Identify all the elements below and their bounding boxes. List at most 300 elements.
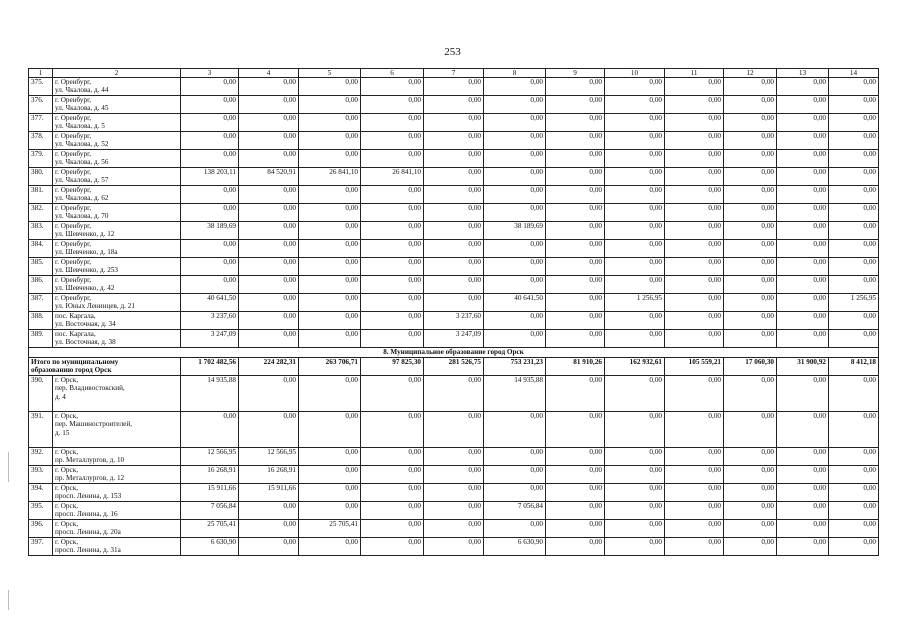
- value-cell: 0,00: [829, 78, 879, 96]
- value-cell: 0,00: [424, 502, 484, 520]
- value-cell: 0,00: [777, 466, 829, 484]
- address-line: г. Оренбург,: [55, 240, 92, 249]
- value-cell: 0,00: [829, 312, 879, 330]
- scan-edge-mark: [8, 452, 9, 482]
- value-cell: 38 189,69: [181, 222, 239, 240]
- total-value: 17 060,30: [724, 358, 777, 376]
- row-number: 388.: [29, 312, 53, 330]
- address-line: ул. Чкалова, д. 56: [55, 158, 109, 167]
- address-cell: [53, 330, 181, 348]
- address-line: ул. Чкалова, д. 57: [55, 176, 109, 185]
- value-cell: 0,00: [424, 114, 484, 132]
- value-cell: 0,00: [724, 412, 777, 448]
- value-cell: 0,00: [484, 96, 546, 114]
- value-cell: 0,00: [665, 466, 724, 484]
- row-number: 381.: [29, 186, 53, 204]
- column-header: 13: [777, 69, 829, 78]
- total-value: 97 825,30: [361, 358, 424, 376]
- total-value: 281 526,75: [424, 358, 484, 376]
- value-cell: 0,00: [424, 276, 484, 294]
- value-cell: 0,00: [361, 186, 424, 204]
- row-number: 386.: [29, 276, 53, 294]
- value-cell: 0,00: [829, 132, 879, 150]
- value-cell: 0,00: [665, 258, 724, 276]
- value-cell: 3 237,60: [424, 312, 484, 330]
- value-cell: 0,00: [605, 412, 665, 448]
- value-cell: 0,00: [239, 132, 299, 150]
- total-value: 162 932,61: [605, 358, 665, 376]
- value-cell: 0,00: [361, 484, 424, 502]
- value-cell: 0,00: [546, 466, 605, 484]
- value-cell: 16 268,91: [181, 466, 239, 484]
- value-cell: 0,00: [777, 330, 829, 348]
- value-cell: 0,00: [829, 484, 879, 502]
- address-line: ул. Чкалова, д. 5: [55, 122, 105, 131]
- value-cell: 0,00: [724, 466, 777, 484]
- value-cell: 0,00: [724, 330, 777, 348]
- value-cell: 0,00: [424, 538, 484, 556]
- address-line: ул. Шевченко, д. 42: [55, 284, 115, 293]
- row-number: 392.: [29, 448, 53, 466]
- value-cell: 0,00: [665, 204, 724, 222]
- value-cell: 0,00: [546, 96, 605, 114]
- total-label: [29, 358, 181, 376]
- value-cell: 0,00: [777, 78, 829, 96]
- address-cell: [53, 132, 181, 150]
- value-cell: 0,00: [361, 132, 424, 150]
- value-cell: 0,00: [546, 376, 605, 412]
- value-cell: 0,00: [546, 186, 605, 204]
- address-line: ул. Чкалова, д. 70: [55, 212, 109, 221]
- value-cell: 12 566,95: [239, 448, 299, 466]
- table-row: [29, 78, 879, 96]
- value-cell: 0,00: [605, 114, 665, 132]
- column-header-row: [29, 69, 879, 78]
- value-cell: 0,00: [299, 240, 361, 258]
- address-line: г. Оренбург,: [55, 168, 92, 177]
- address-line: г. Оренбург,: [55, 276, 92, 285]
- table-row: [29, 294, 879, 312]
- address-cell: [53, 538, 181, 556]
- value-cell: 3 237,60: [181, 312, 239, 330]
- scan-edge-mark: [8, 590, 9, 610]
- address-cell: [53, 204, 181, 222]
- value-cell: 1 256,95: [829, 294, 879, 312]
- value-cell: 0,00: [299, 78, 361, 96]
- value-cell: 0,00: [724, 186, 777, 204]
- value-cell: 12 566,95: [181, 448, 239, 466]
- value-cell: 0,00: [605, 520, 665, 538]
- value-cell: 0,00: [299, 222, 361, 240]
- value-cell: 0,00: [605, 502, 665, 520]
- data-table: [28, 68, 879, 556]
- value-cell: 0,00: [181, 78, 239, 96]
- value-cell: 0,00: [724, 240, 777, 258]
- value-cell: 0,00: [829, 150, 879, 168]
- value-cell: 0,00: [484, 466, 546, 484]
- address-line: д. 4: [55, 392, 66, 401]
- value-cell: 0,00: [299, 484, 361, 502]
- value-cell: 0,00: [484, 520, 546, 538]
- value-cell: 0,00: [829, 376, 879, 412]
- value-cell: 0,00: [181, 186, 239, 204]
- address-line: г. Оренбург,: [55, 204, 92, 213]
- value-cell: 0,00: [239, 114, 299, 132]
- value-cell: 0,00: [299, 448, 361, 466]
- row-number: 385.: [29, 258, 53, 276]
- value-cell: 0,00: [665, 520, 724, 538]
- address-line: пос. Каргала,: [55, 312, 96, 321]
- value-cell: 0,00: [605, 168, 665, 186]
- value-cell: 0,00: [361, 412, 424, 448]
- value-cell: 0,00: [605, 96, 665, 114]
- total-value: 753 231,23: [484, 358, 546, 376]
- value-cell: 0,00: [361, 150, 424, 168]
- value-cell: 0,00: [829, 538, 879, 556]
- total-value: 8 412,18: [829, 358, 879, 376]
- address-cell: [53, 240, 181, 258]
- value-cell: 15 911,66: [181, 484, 239, 502]
- value-cell: 0,00: [361, 312, 424, 330]
- address-line: ул. Шевченко, д. 12: [55, 230, 115, 239]
- column-header: 4: [239, 69, 299, 78]
- value-cell: 0,00: [299, 96, 361, 114]
- value-cell: 0,00: [361, 448, 424, 466]
- value-cell: 0,00: [777, 520, 829, 538]
- value-cell: 0,00: [605, 186, 665, 204]
- value-cell: 0,00: [361, 222, 424, 240]
- address-cell: [53, 258, 181, 276]
- value-cell: 0,00: [239, 520, 299, 538]
- value-cell: 0,00: [239, 294, 299, 312]
- address-line: г. Оренбург,: [55, 186, 92, 195]
- value-cell: 0,00: [181, 204, 239, 222]
- value-cell: 0,00: [724, 132, 777, 150]
- table-row: [29, 276, 879, 294]
- column-header: 10: [605, 69, 665, 78]
- value-cell: 0,00: [424, 466, 484, 484]
- total-label-line: Итого по муниципальному: [31, 358, 119, 367]
- value-cell: 0,00: [724, 376, 777, 412]
- table-row: [29, 150, 879, 168]
- value-cell: 0,00: [546, 150, 605, 168]
- value-cell: 6 630,90: [181, 538, 239, 556]
- value-cell: 0,00: [724, 484, 777, 502]
- value-cell: 0,00: [829, 204, 879, 222]
- value-cell: 0,00: [299, 294, 361, 312]
- row-number: 397.: [29, 538, 53, 556]
- value-cell: 0,00: [777, 96, 829, 114]
- value-cell: 0,00: [605, 258, 665, 276]
- value-cell: 0,00: [181, 132, 239, 150]
- value-cell: 0,00: [299, 538, 361, 556]
- value-cell: 40 641,50: [484, 294, 546, 312]
- value-cell: 0,00: [239, 330, 299, 348]
- address-line: просп. Ленина, д. 153: [55, 492, 122, 501]
- value-cell: 0,00: [424, 448, 484, 466]
- value-cell: 14 935,88: [181, 376, 239, 412]
- value-cell: 0,00: [724, 168, 777, 186]
- value-cell: 0,00: [546, 258, 605, 276]
- column-header: 1: [29, 69, 53, 78]
- value-cell: 0,00: [361, 276, 424, 294]
- value-cell: 0,00: [777, 240, 829, 258]
- value-cell: 0,00: [665, 484, 724, 502]
- row-number: 396.: [29, 520, 53, 538]
- column-header: 3: [181, 69, 239, 78]
- value-cell: 0,00: [605, 376, 665, 412]
- value-cell: 0,00: [546, 520, 605, 538]
- value-cell: 3 247,09: [424, 330, 484, 348]
- value-cell: 0,00: [361, 520, 424, 538]
- column-header: 9: [546, 69, 605, 78]
- address-line: г. Оренбург,: [55, 132, 92, 141]
- value-cell: 0,00: [484, 132, 546, 150]
- value-cell: 0,00: [665, 96, 724, 114]
- value-cell: 138 203,11: [181, 168, 239, 186]
- address-line: просп. Ленина, д. 31а: [55, 546, 121, 555]
- address-line: пер. Владивостокский,: [55, 384, 125, 393]
- value-cell: 0,00: [724, 448, 777, 466]
- address-line: г. Оренбург,: [55, 150, 92, 159]
- value-cell: 1 256,95: [605, 294, 665, 312]
- value-cell: 0,00: [777, 376, 829, 412]
- value-cell: 0,00: [484, 114, 546, 132]
- value-cell: 0,00: [665, 78, 724, 96]
- address-line: г. Орск,: [55, 484, 78, 493]
- value-cell: 0,00: [605, 222, 665, 240]
- value-cell: 0,00: [777, 502, 829, 520]
- table-row: [29, 312, 879, 330]
- value-cell: 0,00: [424, 520, 484, 538]
- value-cell: 0,00: [777, 484, 829, 502]
- column-header: 8: [484, 69, 546, 78]
- value-cell: 0,00: [829, 168, 879, 186]
- value-cell: 0,00: [605, 204, 665, 222]
- value-cell: 0,00: [605, 78, 665, 96]
- address-cell: [53, 466, 181, 484]
- address-cell: [53, 294, 181, 312]
- value-cell: 0,00: [777, 412, 829, 448]
- value-cell: 0,00: [724, 78, 777, 96]
- value-cell: 0,00: [239, 312, 299, 330]
- table-row: [29, 448, 879, 466]
- value-cell: 0,00: [424, 186, 484, 204]
- address-cell: [53, 168, 181, 186]
- value-cell: 0,00: [665, 502, 724, 520]
- table-row: [29, 412, 879, 448]
- value-cell: 0,00: [181, 276, 239, 294]
- table-row: [29, 376, 879, 412]
- value-cell: 0,00: [777, 258, 829, 276]
- value-cell: 0,00: [361, 114, 424, 132]
- value-cell: 25 705,41: [299, 520, 361, 538]
- value-cell: 0,00: [299, 150, 361, 168]
- table-row: [29, 222, 879, 240]
- value-cell: 0,00: [299, 502, 361, 520]
- table-row: [29, 484, 879, 502]
- value-cell: 0,00: [605, 312, 665, 330]
- table-row: [29, 96, 879, 114]
- value-cell: 0,00: [181, 258, 239, 276]
- total-row: [29, 358, 879, 376]
- section-title: 8. Муниципальное образование город Орск: [29, 348, 879, 358]
- value-cell: 0,00: [829, 520, 879, 538]
- row-number: 379.: [29, 150, 53, 168]
- value-cell: 0,00: [777, 276, 829, 294]
- address-cell: [53, 96, 181, 114]
- value-cell: 0,00: [546, 412, 605, 448]
- address-line: г. Орск,: [55, 538, 78, 547]
- value-cell: 26 841,10: [299, 168, 361, 186]
- value-cell: 0,00: [546, 132, 605, 150]
- value-cell: 3 247,09: [181, 330, 239, 348]
- value-cell: 0,00: [829, 502, 879, 520]
- value-cell: 0,00: [361, 78, 424, 96]
- value-cell: 0,00: [829, 466, 879, 484]
- value-cell: 0,00: [724, 312, 777, 330]
- value-cell: 0,00: [239, 78, 299, 96]
- value-cell: 0,00: [665, 312, 724, 330]
- address-cell: [53, 484, 181, 502]
- value-cell: 0,00: [299, 132, 361, 150]
- value-cell: 0,00: [665, 448, 724, 466]
- value-cell: 0,00: [424, 258, 484, 276]
- value-cell: 0,00: [484, 276, 546, 294]
- address-cell: [53, 186, 181, 204]
- value-cell: 0,00: [605, 240, 665, 258]
- address-line: ул. Шевченко, д. 253: [55, 266, 119, 275]
- value-cell: 0,00: [299, 376, 361, 412]
- address-line: ул. Шевченко, д. 18а: [55, 248, 118, 257]
- column-header: 5: [299, 69, 361, 78]
- column-header: 7: [424, 69, 484, 78]
- value-cell: 0,00: [724, 520, 777, 538]
- value-cell: 0,00: [361, 376, 424, 412]
- row-number: 378.: [29, 132, 53, 150]
- address-line: г. Орск,: [55, 466, 78, 475]
- value-cell: 0,00: [424, 204, 484, 222]
- value-cell: 26 841,10: [361, 168, 424, 186]
- value-cell: 0,00: [239, 240, 299, 258]
- value-cell: 0,00: [777, 294, 829, 312]
- total-value: 1 702 482,56: [181, 358, 239, 376]
- value-cell: 0,00: [424, 222, 484, 240]
- row-number: 391.: [29, 412, 53, 448]
- value-cell: 84 520,91: [239, 168, 299, 186]
- row-number: 375.: [29, 78, 53, 96]
- address-line: г. Оренбург,: [55, 258, 92, 267]
- value-cell: 16 268,91: [239, 466, 299, 484]
- value-cell: 0,00: [546, 294, 605, 312]
- address-line: ул. Юных Ленинцев, д. 21: [55, 302, 135, 311]
- value-cell: 0,00: [546, 204, 605, 222]
- address-line: ул. Чкалова, д. 52: [55, 140, 109, 149]
- address-cell: [53, 376, 181, 412]
- address-line: г. Орск,: [55, 502, 78, 511]
- column-header: 12: [724, 69, 777, 78]
- value-cell: 0,00: [299, 330, 361, 348]
- value-cell: 0,00: [484, 78, 546, 96]
- value-cell: 0,00: [546, 78, 605, 96]
- value-cell: 0,00: [777, 186, 829, 204]
- value-cell: 0,00: [829, 258, 879, 276]
- value-cell: 0,00: [777, 132, 829, 150]
- value-cell: 0,00: [424, 132, 484, 150]
- row-number: 390.: [29, 376, 53, 412]
- value-cell: 15 911,66: [239, 484, 299, 502]
- value-cell: 7 056,84: [484, 502, 546, 520]
- value-cell: 0,00: [424, 96, 484, 114]
- value-cell: 0,00: [484, 484, 546, 502]
- value-cell: 0,00: [361, 466, 424, 484]
- address-line: пер. Машиностроителей,: [55, 420, 133, 429]
- row-number: 384.: [29, 240, 53, 258]
- value-cell: 0,00: [605, 150, 665, 168]
- value-cell: 0,00: [605, 132, 665, 150]
- address-line: пр. Металлургов, д. 10: [55, 456, 125, 465]
- value-cell: 0,00: [484, 186, 546, 204]
- address-line: г. Орск,: [55, 412, 78, 421]
- row-number: 376.: [29, 96, 53, 114]
- value-cell: 0,00: [829, 240, 879, 258]
- address-line: г. Оренбург,: [55, 78, 92, 87]
- value-cell: 0,00: [484, 330, 546, 348]
- total-value: 224 282,31: [239, 358, 299, 376]
- value-cell: 40 641,50: [181, 294, 239, 312]
- value-cell: 7 056,84: [181, 502, 239, 520]
- address-cell: [53, 448, 181, 466]
- column-header: 2: [53, 69, 181, 78]
- value-cell: 0,00: [724, 204, 777, 222]
- value-cell: 0,00: [484, 240, 546, 258]
- table-row: [29, 114, 879, 132]
- value-cell: 0,00: [239, 376, 299, 412]
- value-cell: 0,00: [361, 294, 424, 312]
- value-cell: 0,00: [605, 330, 665, 348]
- value-cell: 0,00: [239, 222, 299, 240]
- value-cell: 0,00: [724, 150, 777, 168]
- value-cell: 0,00: [829, 186, 879, 204]
- address-cell: [53, 520, 181, 538]
- total-value: 263 706,71: [299, 358, 361, 376]
- address-line: ул. Восточная, д. 34: [55, 320, 116, 329]
- value-cell: 0,00: [424, 412, 484, 448]
- address-line: г. Оренбург,: [55, 114, 92, 123]
- value-cell: 0,00: [181, 114, 239, 132]
- value-cell: 0,00: [484, 150, 546, 168]
- value-cell: 0,00: [424, 484, 484, 502]
- table-row: [29, 466, 879, 484]
- value-cell: 0,00: [605, 448, 665, 466]
- total-value: 31 900,92: [777, 358, 829, 376]
- value-cell: 0,00: [299, 258, 361, 276]
- value-cell: 0,00: [361, 96, 424, 114]
- value-cell: 0,00: [724, 294, 777, 312]
- row-number: 382.: [29, 204, 53, 222]
- value-cell: 0,00: [424, 150, 484, 168]
- table-row: [29, 168, 879, 186]
- table-row: [29, 186, 879, 204]
- address-line: ул. Чкалова, д. 45: [55, 104, 109, 113]
- address-line: г. Орск,: [55, 376, 78, 385]
- address-cell: [53, 412, 181, 448]
- value-cell: 0,00: [829, 412, 879, 448]
- row-number: 389.: [29, 330, 53, 348]
- value-cell: 0,00: [424, 294, 484, 312]
- value-cell: 0,00: [546, 276, 605, 294]
- value-cell: 0,00: [239, 502, 299, 520]
